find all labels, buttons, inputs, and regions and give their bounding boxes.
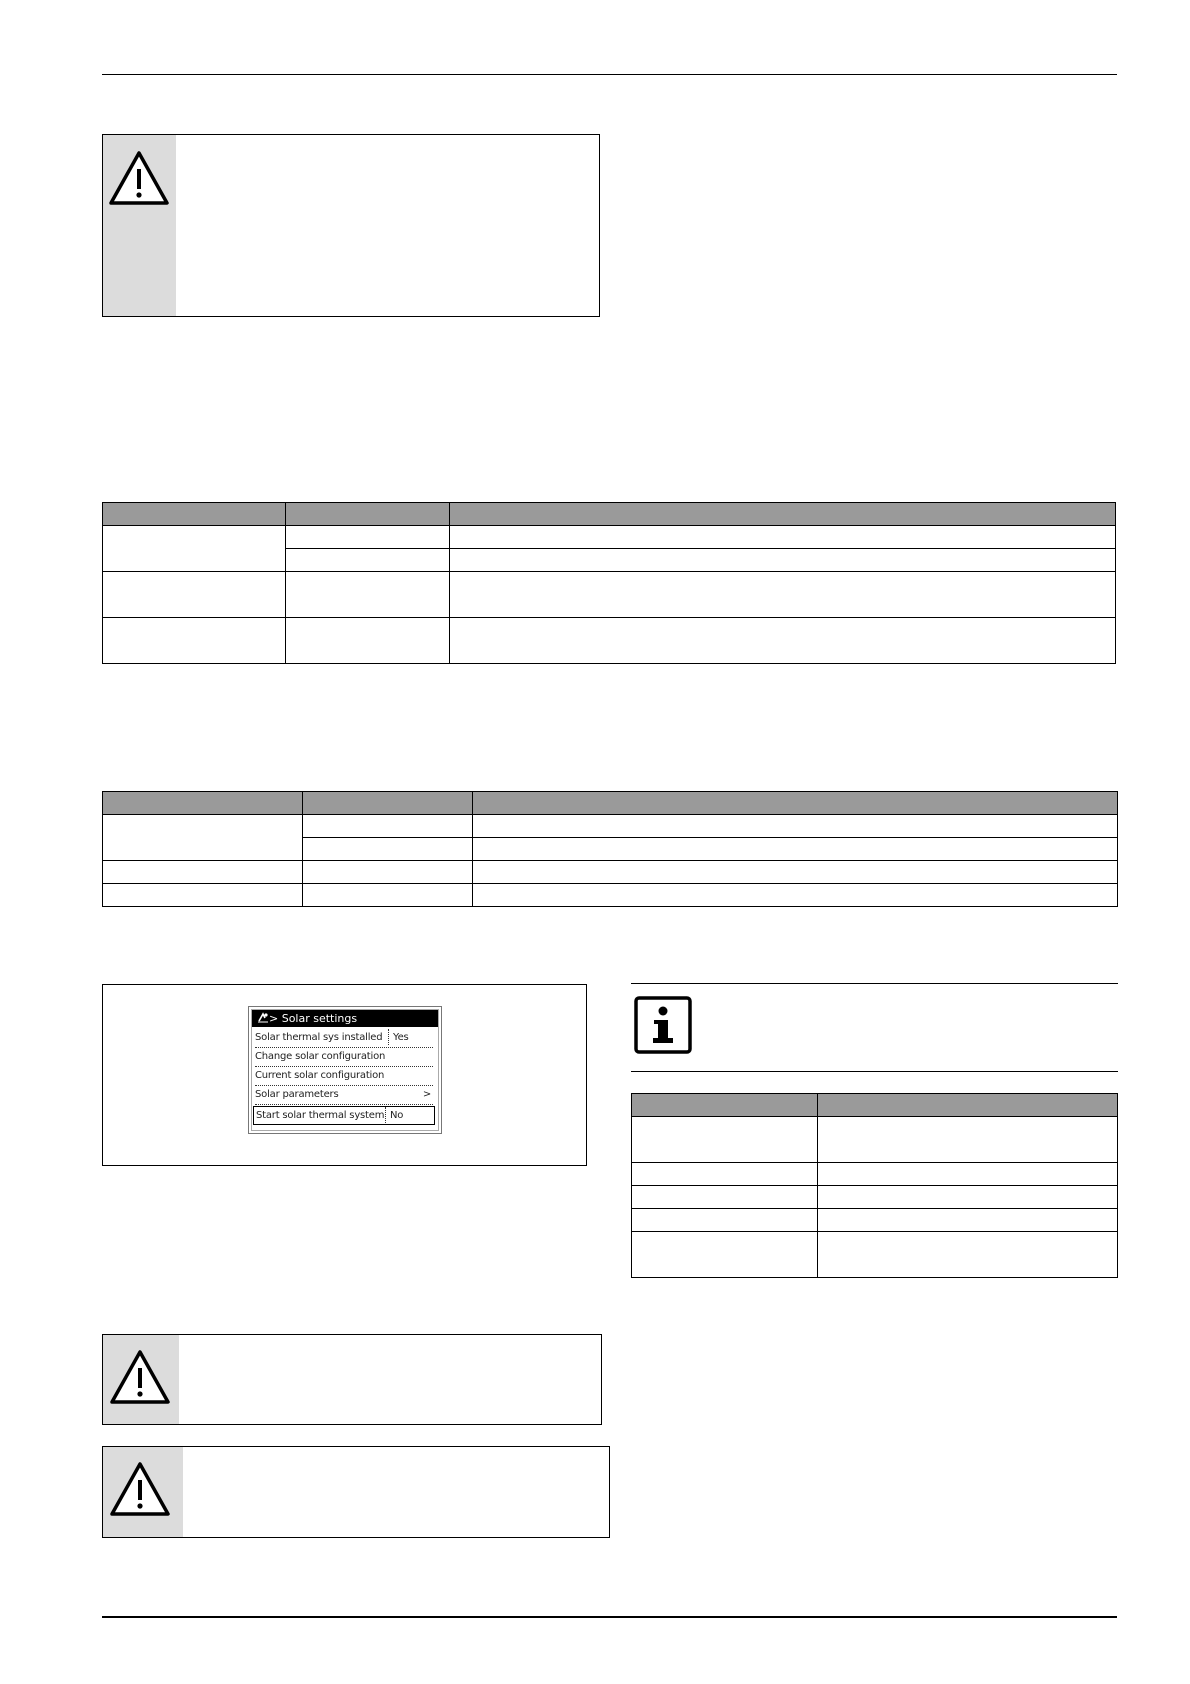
table-row: [103, 861, 1118, 884]
table-row: [632, 1117, 1118, 1163]
warning-triangle-icon: [108, 1348, 172, 1406]
table-row: [632, 1163, 1118, 1186]
warning-notice-1: [102, 134, 600, 317]
info-top-rule: [631, 983, 1118, 984]
menu-item-solar-installed[interactable]: Solar thermal sys installed Yes: [255, 1029, 433, 1048]
solar-settings-icon: [257, 1010, 269, 1027]
table-row: [103, 815, 1118, 838]
menu-item-start-solar-system[interactable]: Start solar thermal system No: [253, 1106, 435, 1125]
info-bottom-rule: [631, 1071, 1118, 1072]
table-row: [103, 526, 1116, 549]
header-rule: [102, 74, 1117, 75]
table-header-row: [103, 792, 1118, 815]
table-row: [632, 1186, 1118, 1209]
controller-display: [248, 1006, 442, 1134]
table-row: [632, 1209, 1118, 1232]
table-1: [102, 502, 1116, 664]
table-row: [103, 618, 1116, 664]
table-3: [631, 1093, 1118, 1278]
menu-item-change-config[interactable]: Change solar configuration: [255, 1048, 433, 1067]
table-header-row: [632, 1094, 1118, 1117]
menu-item-solar-parameters[interactable]: Solar parameters >: [255, 1086, 433, 1105]
warning-triangle-icon: [108, 1460, 172, 1518]
table-header-row: [103, 503, 1116, 526]
footer-rule: [102, 1616, 1117, 1618]
table-row: [103, 572, 1116, 618]
warning-triangle-icon: [107, 149, 171, 207]
display-title-bar: [252, 1010, 438, 1027]
display-title: > Solar settings: [269, 1012, 358, 1025]
table-2: [102, 791, 1118, 907]
warning-notice-3: [102, 1446, 610, 1538]
menu-item-current-config[interactable]: Current solar configuration: [255, 1067, 433, 1086]
table-row: [103, 884, 1118, 907]
menu-item-value: Yes: [388, 1029, 409, 1045]
info-icon: [634, 996, 692, 1054]
menu-item-value: No: [385, 1107, 403, 1123]
warning-notice-2: [102, 1334, 602, 1425]
table-row: [632, 1232, 1118, 1278]
chevron-right-icon: >: [422, 1089, 431, 1100]
